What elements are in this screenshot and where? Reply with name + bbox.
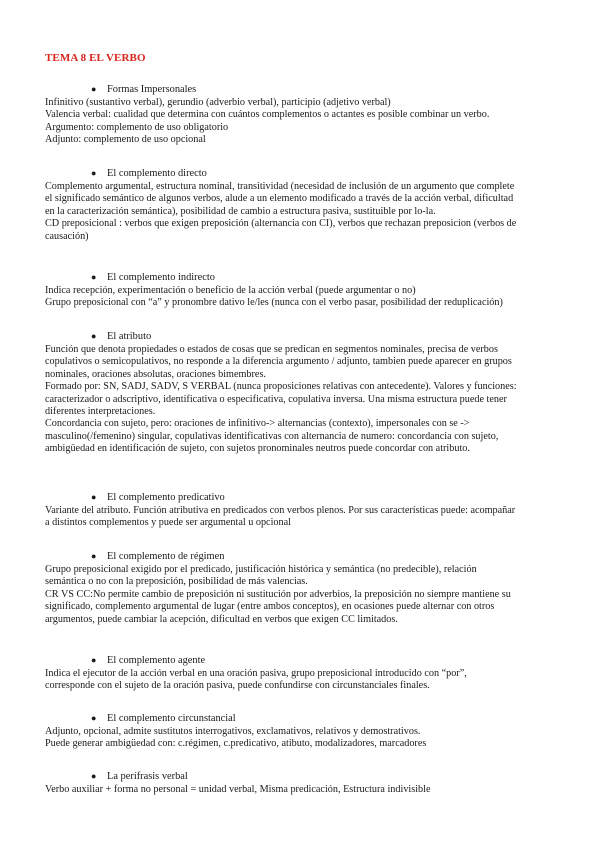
bullet-icon: ●	[91, 655, 97, 665]
section-body	[45, 344, 565, 456]
section-heading	[45, 769, 565, 784]
section-heading	[45, 166, 565, 181]
body-line: CD preposicional : verbos que exigen preposición (alternancia con CI), verbos que rechazan preposicion (verbos de	[45, 218, 517, 230]
section-heading	[45, 711, 565, 726]
heading-text: El complemento indirecto	[107, 272, 215, 283]
section-heading	[45, 270, 565, 285]
body-line: Concordancia con sujeto, pero: oraciones de infinitivo-> alternancias (contexto), impersonales con se ->	[45, 418, 470, 430]
section-heading	[45, 329, 565, 344]
body-line: Verbo auxiliar + forma no personal = unidad verbal, Misma predicación, Estructura indivisible	[45, 784, 431, 795]
section-body	[45, 285, 565, 310]
section-complemento-predicativo	[45, 490, 565, 530]
body-line: Infinitivo (sustantivo verbal), gerundio (adverbio verbal), participio (adjetivo verbal)	[45, 97, 391, 108]
section-complemento-regimen	[45, 549, 565, 626]
body-line: CR VS CC:No permite cambio de preposición ni sustitución por adverbios, la preposición no siempre mantiene su	[45, 588, 511, 600]
section-body	[45, 97, 565, 147]
heading-text: El complemento agente	[107, 655, 206, 666]
section-complemento-directo	[45, 166, 565, 243]
section-heading	[45, 653, 565, 668]
section-body	[45, 564, 565, 626]
body-line: semántica o no con la preposición, posibilidad de más valencias.	[45, 576, 308, 588]
section-heading	[45, 549, 565, 564]
heading-text: El complemento de régimen	[107, 551, 225, 562]
section-body	[45, 181, 565, 243]
document-title: TEMA 8 EL VERBO	[45, 52, 146, 64]
heading-text: La perífrasis verbal	[107, 771, 188, 782]
section-complemento-indirecto	[45, 270, 565, 310]
body-line: diferentes interpretaciones.	[45, 406, 156, 418]
heading-text: El complemento directo	[107, 168, 207, 179]
body-line: copulativos o semicopulativos, no responde a la diferencia argumento / adjunto, tambien puede aparecer en grupos	[45, 356, 512, 368]
section-body	[45, 505, 565, 530]
body-line: Formado por: SN, SADJ, SADV, S VERBAL (nunca proposiciones relativas con antecedente). Valores y funciones:	[45, 381, 517, 393]
body-line: Indica el ejecutor de la acción verbal en una oración pasiva, grupo preposicional introducido con “por”,	[45, 668, 467, 679]
body-line: Argumento: complemento de uso obligatorio	[45, 121, 229, 133]
body-line: masculino(/femenino) singular, copulativas identificativas con alternancia de numero: concordancia con sujeto,	[45, 430, 499, 442]
bullet-icon: ●	[91, 551, 97, 561]
section-complemento-circunstancial	[45, 711, 565, 751]
heading-text: El complemento predicativo	[107, 492, 225, 503]
heading-text: El atributo	[107, 331, 152, 342]
body-line: corresponde con el sujeto de la oración pasiva, puede confundirse con circunstanciales finales.	[45, 680, 430, 692]
body-line: significado, complemento argumental de lugar (entre ambos conceptos), en ocasiones puede alternar con otros	[45, 601, 495, 613]
body-line: Adjunto, opcional, admite sustitutos interrogativos, exclamativos, relativos y demostrativos.	[45, 726, 421, 737]
bullet-icon: ●	[91, 771, 97, 781]
body-line: el significado semántico de algunos verbos, alude a un elemento modificado a través de la acción verbal, dificultad	[45, 193, 514, 205]
section-perifrasis-verbal	[45, 769, 565, 796]
section-body	[45, 726, 565, 751]
body-line: Valencia verbal: cualidad que determina con cuántos complementos o actantes es posible combinar un verbo.	[45, 109, 490, 121]
section-complemento-agente	[45, 653, 565, 693]
body-line: argumentos, puede cambiar la acepción, dificultad en verbos que exigen CC limitados.	[45, 613, 398, 625]
section-formas-impersonales	[45, 82, 565, 147]
body-line: Adjunto: complemento de uso opcional	[45, 134, 206, 146]
body-line: en la caracterización semántica), posibilidad de cambio a estructura pasiva, sustituible por lo-la.	[45, 205, 436, 217]
body-line: Variante del atributo. Función atributiva en predicados con verbos plenos. Por sus características puede: acompañar	[45, 505, 516, 516]
section-body	[45, 668, 565, 693]
bullet-icon: ●	[91, 168, 97, 178]
section-heading	[45, 490, 565, 505]
bullet-icon: ●	[91, 84, 97, 94]
section-body	[45, 784, 565, 796]
body-line: ambigüedad en identificación de sujeto, con sujetos pronominales neutros puede concordar con atributo.	[45, 443, 470, 455]
body-line: nominales, oraciones absolutas, oraciones bimembres.	[45, 368, 266, 380]
body-line: a distintos complementos y puede ser argumental u opcional	[45, 517, 291, 529]
bullet-icon: ●	[91, 272, 97, 282]
bullet-icon: ●	[91, 713, 97, 723]
section-heading	[45, 82, 565, 97]
bullet-icon: ●	[91, 331, 97, 341]
body-line: Grupo preposicional con “a” y pronombre dativo le/les (nunca con el verbo pasar, posibilidad der reduplicación)	[45, 297, 503, 309]
body-line: Función que denota propiedades o estados de cosas que se predican en segmentos nominales, precisa de verbos	[45, 344, 498, 355]
body-line: Grupo preposicional exigido por el predicado, justificación histórica y semántica (no predecible), relación	[45, 564, 477, 575]
body-line: Puede generar ambigüedad con: c.régimen, c.predicativo, atibuto, modalizadores, marcadores	[45, 738, 427, 750]
body-line: causación)	[45, 230, 89, 242]
bullet-icon: ●	[91, 492, 97, 502]
section-atributo	[45, 329, 565, 456]
body-line: Indica recepción, experimentación o beneficio de la acción verbal (puede argumentar o no)	[45, 285, 416, 296]
body-line: caracterizador o adscriptivo, identificativa o especificativa, copulativa inversa. Una misma estructura puede tener	[45, 393, 507, 405]
body-line: Complemento argumental, estructura nominal, transitividad (necesidad de inclusión de un argumento que complete	[45, 181, 515, 192]
heading-text: Formas Impersonales	[107, 84, 197, 95]
heading-text: El complemento circunstancial	[107, 713, 236, 724]
